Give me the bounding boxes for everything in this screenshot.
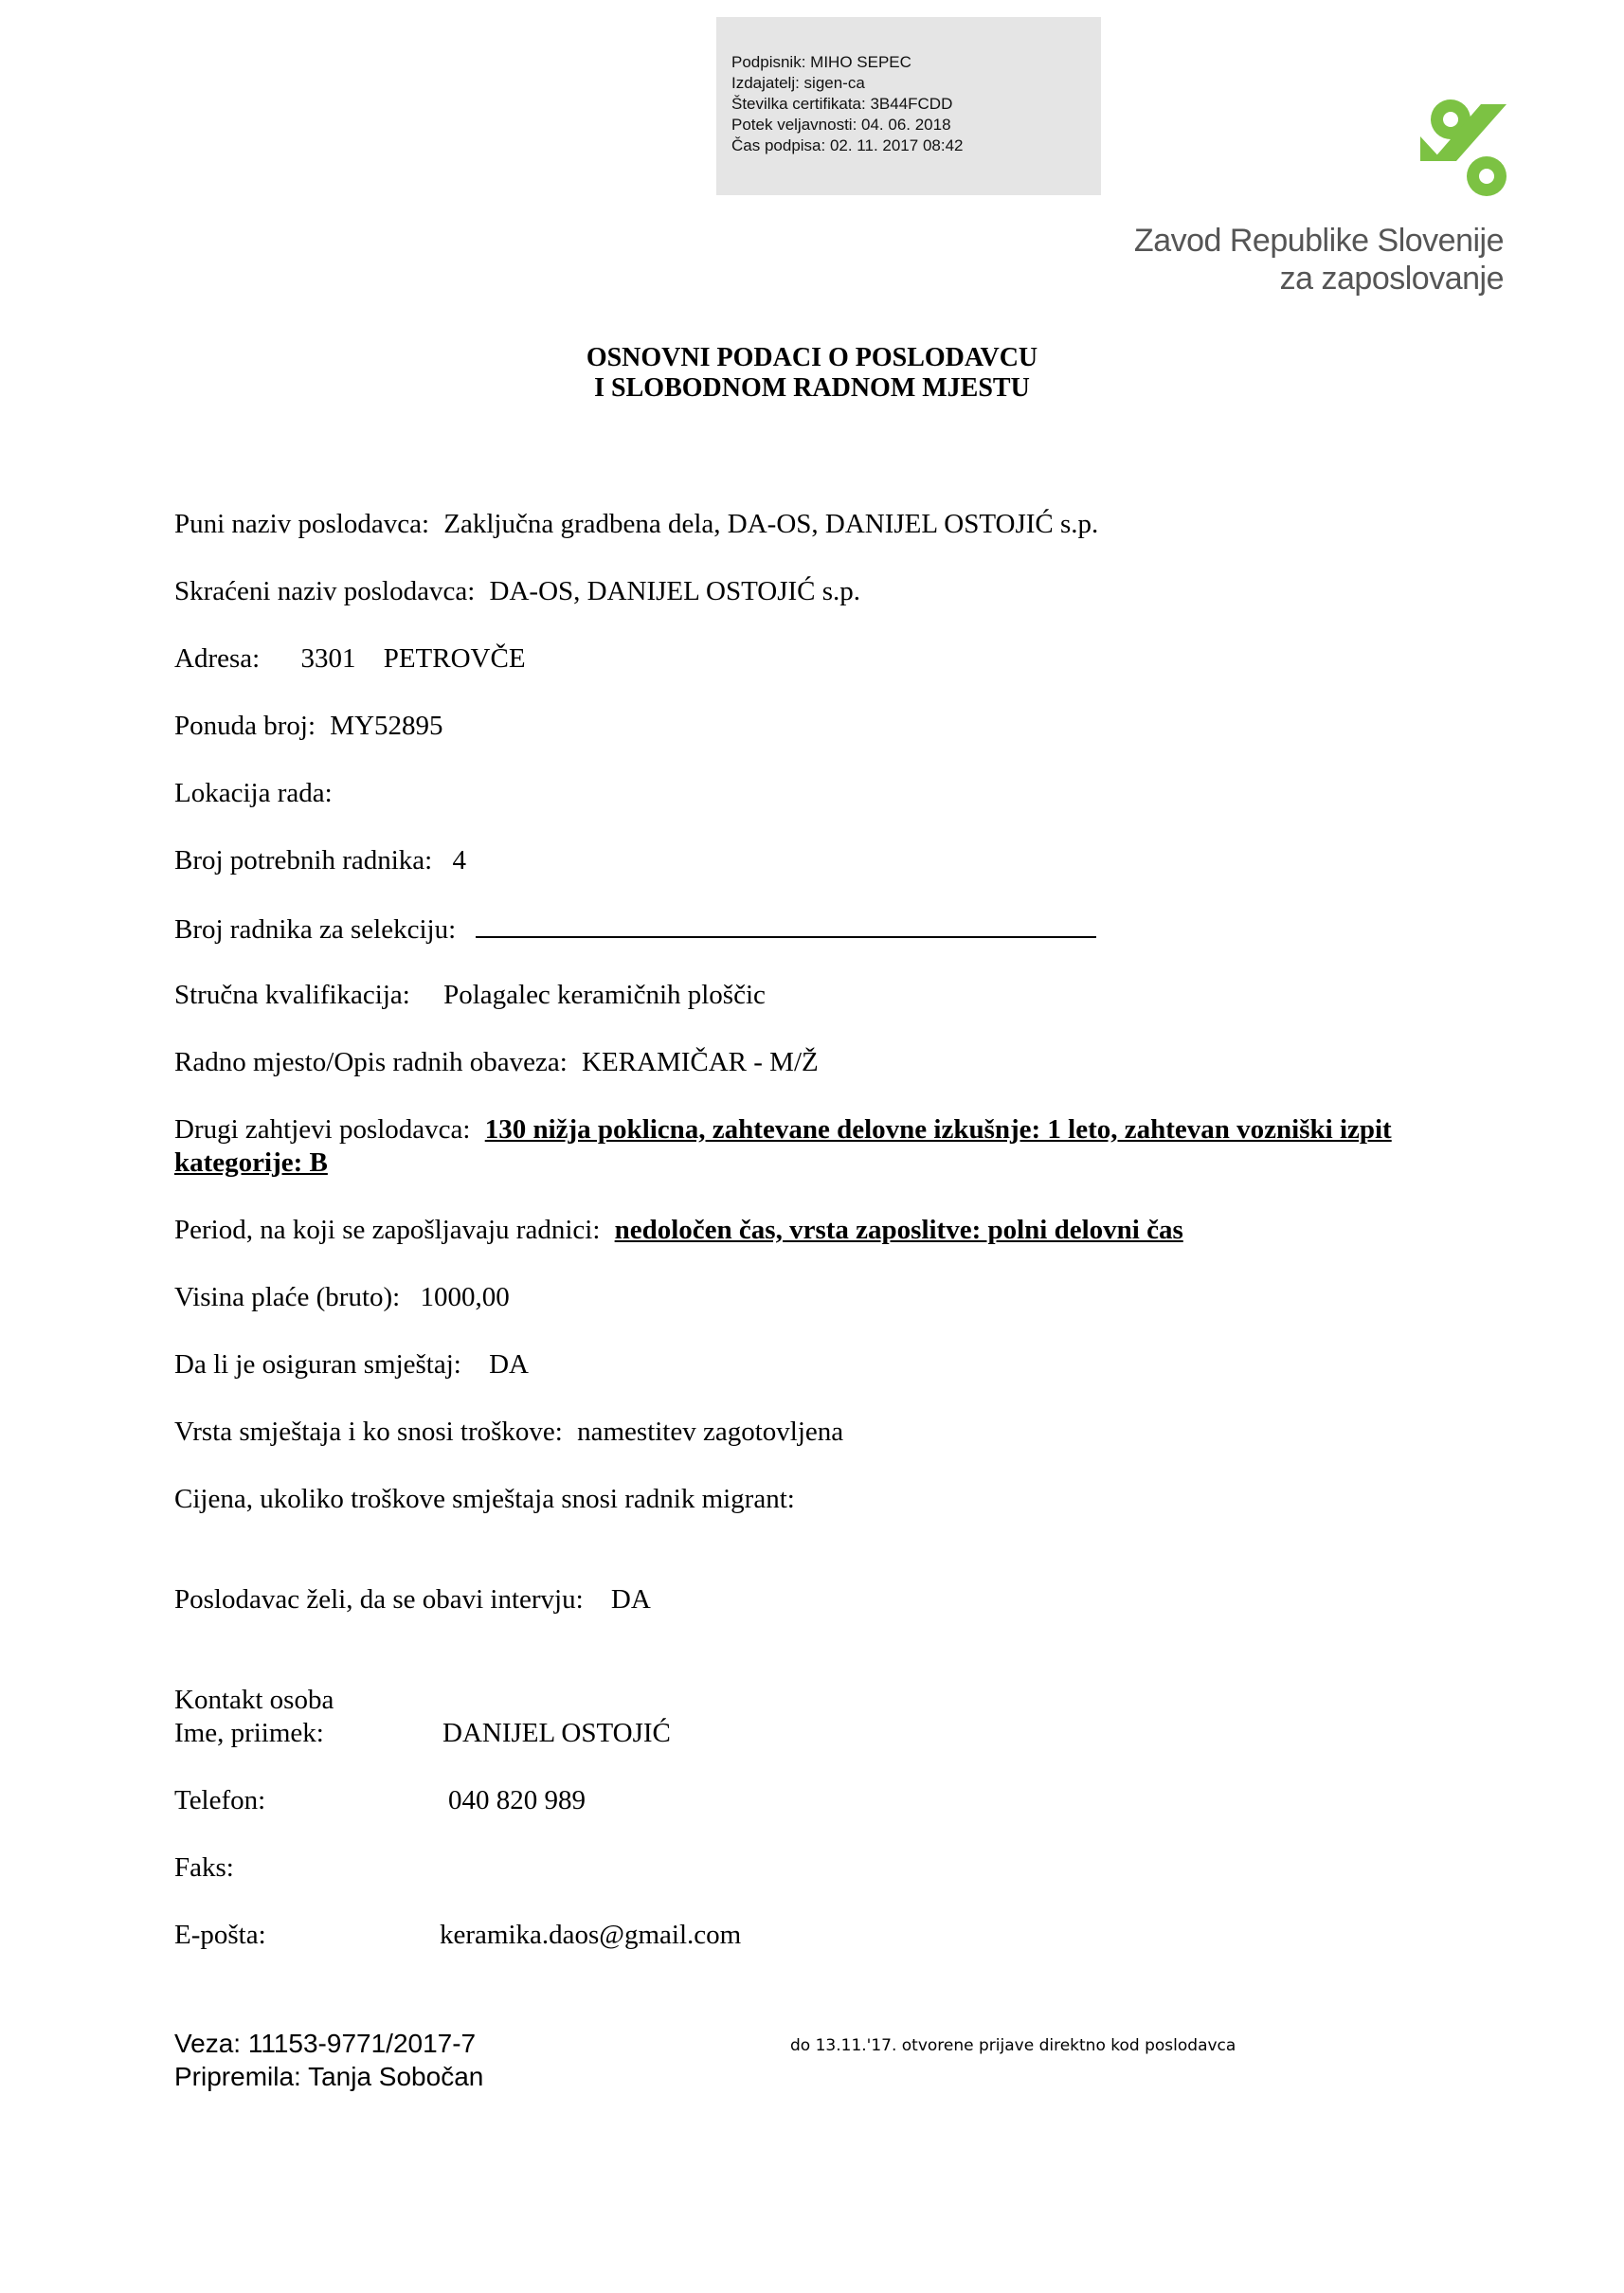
footer-prepared-by	[174, 2061, 483, 2093]
field-address	[174, 642, 526, 675]
document-title-line1: OSNOVNI PODACI O POSLODAVCU	[586, 343, 1038, 372]
field-work-location	[174, 777, 340, 809]
contact-phone-value: 040 820 989	[448, 1785, 586, 1815]
field-value: 130 nižja poklicna, zahtevane delovne izkušnje: 1 leto, zahtevan vozniški izpit	[484, 1114, 1392, 1145]
field-label: Da li je osiguran smještaj:	[174, 1349, 461, 1380]
contact-fax-label: Faks:	[174, 1852, 234, 1883]
field-value: 4	[452, 845, 466, 876]
address-postcode: 3301	[300, 643, 356, 674]
signature-issuer: Izdajatelj: sigen-ca	[731, 74, 865, 92]
address-city: PETROVČE	[383, 643, 526, 674]
field-housing-price	[174, 1483, 803, 1515]
signature-certificate: Številka certifikata: 3B44FCDD	[731, 95, 953, 113]
field-requirements-cont	[174, 1146, 328, 1179]
footer-ref-value: 11153-9771/2017-7	[247, 2029, 477, 2058]
organization-name-line1: Zavod Republike Slovenije	[1133, 223, 1504, 259]
field-label: Radno mjesto/Opis radnih obaveza:	[174, 1047, 568, 1077]
field-label: Stručna kvalifikacija:	[174, 980, 410, 1010]
contact-email-value[interactable]: keramika.daos@gmail.com	[440, 1920, 742, 1950]
field-label: Skraćeni naziv poslodavca:	[174, 576, 476, 606]
contact-phone-label: Telefon:	[174, 1785, 266, 1815]
field-label: Lokacija rada:	[174, 778, 333, 808]
field-requirements	[174, 1113, 1392, 1146]
field-offer-number	[174, 710, 443, 742]
field-value: DA	[489, 1349, 529, 1380]
field-value: DA-OS, DANIJEL OSTOJIĆ s.p.	[489, 576, 861, 606]
application-deadline-note: do 13.11.'17. otvorene prijave direktno kod poslodavca	[790, 2036, 1236, 2055]
field-housing-type	[174, 1416, 843, 1448]
field-label: Period, na koji se zapošljavaju radnici:	[174, 1215, 601, 1245]
contact-email	[174, 1919, 742, 1951]
field-value: Polagalec keramičnih ploščic	[443, 980, 766, 1010]
field-label: Ponuda broj:	[174, 711, 316, 741]
document-title	[0, 343, 1624, 404]
signature-lines	[731, 52, 963, 156]
field-value: Zaključna gradbena dela, DA-OS, DANIJEL OSTOJIĆ s.p.	[443, 509, 1099, 539]
field-label: Broj radnika za selekciju:	[174, 914, 457, 945]
signature-time: Čas podpisa: 02. 11. 2017 08:42	[731, 136, 964, 154]
field-value: MY52895	[330, 711, 443, 741]
field-label: Visina plaće (bruto):	[174, 1282, 401, 1312]
field-label: Poslodavac želi, da se obavi intervju:	[174, 1584, 584, 1615]
document-title-line2: I SLOBODNOM RADNOM MJESTU	[594, 373, 1030, 403]
field-salary	[174, 1281, 510, 1313]
field-label: Vrsta smještaja i ko snosi troškove:	[174, 1417, 563, 1447]
field-position	[174, 1046, 819, 1078]
field-value: namestitev zagotovljena	[577, 1417, 844, 1447]
contact-name-label: Ime, priimek:	[174, 1718, 324, 1748]
field-value: KERAMIČAR - M/Ž	[582, 1047, 819, 1077]
footer-ref-label: Veza:	[174, 2029, 242, 2058]
contact-email-label: E-pošta:	[174, 1920, 266, 1950]
field-label: Puni naziv poslodavca:	[174, 509, 430, 539]
footer-prepared-label: Pripremila:	[174, 2062, 301, 2091]
field-workers-needed	[174, 844, 466, 876]
contact-name-value: DANIJEL OSTOJIĆ	[442, 1718, 671, 1748]
footer-prepared-value: Tanja Sobočan	[308, 2062, 484, 2091]
zrss-logo-icon	[1418, 99, 1507, 197]
field-housing	[174, 1348, 529, 1381]
field-period	[174, 1214, 1183, 1246]
signature-signer: Podpisnik: MIHO SEPEC	[731, 53, 911, 71]
field-short-name	[174, 575, 860, 607]
organization-name	[1134, 222, 1504, 298]
field-value-cont: kategorije: B	[174, 1147, 328, 1178]
field-value: nedoločen čas, vrsta zaposlitve: polni delovni čas	[614, 1215, 1183, 1245]
organization-name-line2: za zaposlovanje	[1279, 261, 1504, 297]
field-qualification	[174, 979, 766, 1011]
contact-name	[174, 1717, 671, 1749]
contact-fax	[174, 1851, 234, 1884]
signature-expiry: Potek veljavnosti: 04. 06. 2018	[731, 116, 951, 134]
field-value: 1000,00	[420, 1282, 510, 1312]
field-interview	[174, 1583, 651, 1616]
field-full-name	[174, 508, 1098, 540]
field-label: Cijena, ukoliko troškove smještaja snosi radnik migrant:	[174, 1484, 795, 1514]
contact-heading: Kontakt osoba	[174, 1685, 334, 1715]
contact-phone	[174, 1784, 586, 1816]
field-workers-selection	[174, 912, 1096, 946]
field-label: Adresa:	[174, 643, 261, 674]
blank-underline	[476, 912, 1096, 938]
field-label: Drugi zahtjevi poslodavca:	[174, 1114, 471, 1145]
digital-signature-box	[716, 17, 1101, 195]
field-value: DA	[610, 1584, 651, 1615]
field-label: Broj potrebnih radnika:	[174, 845, 433, 876]
footer-reference	[174, 2028, 476, 2060]
